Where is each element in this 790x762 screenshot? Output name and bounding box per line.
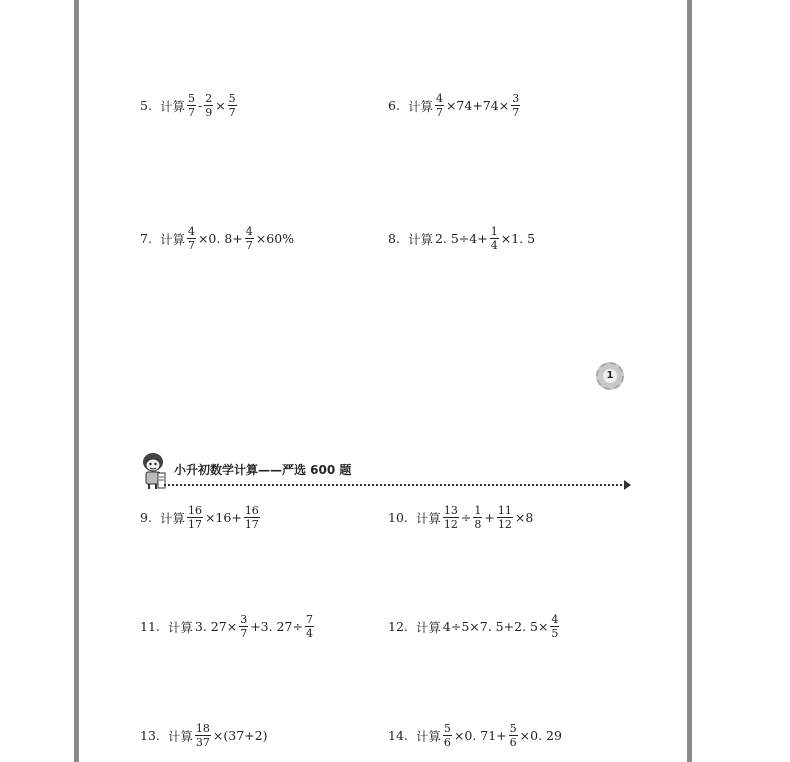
numerator: 4 xyxy=(435,92,443,105)
fraction xyxy=(497,504,513,531)
expression-text: ×8 xyxy=(514,510,534,525)
fraction xyxy=(435,92,444,119)
denominator: 7 xyxy=(245,239,253,252)
expression-text: ×0. 8+ xyxy=(197,231,243,246)
fraction xyxy=(511,92,520,119)
numerator: 3 xyxy=(240,613,248,626)
expression-text: 4÷5×7. 5+2. 5× xyxy=(442,619,549,634)
denominator: 7 xyxy=(512,106,520,119)
problem-6 xyxy=(388,92,521,119)
fraction xyxy=(239,613,248,640)
numerator: 13 xyxy=(443,504,458,517)
problem-number: 9. xyxy=(140,510,152,525)
denominator: 9 xyxy=(205,106,213,119)
expression-text: × xyxy=(215,98,226,113)
fraction xyxy=(443,504,459,531)
problem-8 xyxy=(388,225,536,252)
page-number: 1 xyxy=(603,369,617,383)
expression-text: + xyxy=(484,510,495,525)
expression-text: ×1. 5 xyxy=(500,231,536,246)
book-title: 小升初数学计算——严选 600 题 xyxy=(174,463,352,477)
denominator: 7 xyxy=(187,106,195,119)
fraction xyxy=(443,722,452,749)
problem-number: 11. xyxy=(140,619,160,634)
expression-text: ×16+ xyxy=(204,510,242,525)
fraction xyxy=(187,225,196,252)
calc-label: 计算 xyxy=(407,231,433,247)
denominator: 12 xyxy=(497,518,512,531)
expression-text: +3. 27÷ xyxy=(250,619,303,634)
problem-12 xyxy=(388,613,560,640)
denominator: 4 xyxy=(305,627,313,640)
expression-text: 2. 5÷4+ xyxy=(434,231,488,246)
fraction xyxy=(187,504,203,531)
fraction xyxy=(490,225,499,252)
numerator: 16 xyxy=(187,504,202,517)
problem-number: 14. xyxy=(388,728,408,743)
problem-5 xyxy=(140,92,238,119)
calc-label: 计算 xyxy=(159,231,185,247)
expression-text: ×0. 71+ xyxy=(453,728,507,743)
denominator: 7 xyxy=(228,106,236,119)
problem-number: 13. xyxy=(140,728,160,743)
denominator: 17 xyxy=(187,518,202,531)
calc-label: 计算 xyxy=(159,510,185,526)
problem-14 xyxy=(388,722,563,749)
numerator: 3 xyxy=(512,92,520,105)
calc-label: 计算 xyxy=(167,619,193,635)
fraction xyxy=(204,92,213,119)
denominator: 37 xyxy=(195,736,210,749)
arrow-icon xyxy=(624,480,631,490)
problem-number: 10. xyxy=(388,510,408,525)
problem-number: 8. xyxy=(388,231,400,246)
calc-label: 计算 xyxy=(407,98,433,114)
calc-label: 计算 xyxy=(415,728,441,744)
numerator: 11 xyxy=(497,504,512,517)
numerator: 2 xyxy=(205,92,213,105)
fraction xyxy=(228,92,237,119)
numerator: 1 xyxy=(490,225,498,238)
expression-text: ×74+74× xyxy=(445,98,510,113)
expression-text: ×60% xyxy=(255,231,295,246)
problem-number: 6. xyxy=(388,98,400,113)
fraction xyxy=(550,613,559,640)
problem-11 xyxy=(140,613,315,640)
problem-number: 5. xyxy=(140,98,152,113)
problem-number: 12. xyxy=(388,619,408,634)
calc-label: 计算 xyxy=(167,728,193,744)
numerator: 4 xyxy=(245,225,253,238)
fraction xyxy=(195,722,211,749)
problem-7 xyxy=(140,225,295,252)
numerator: 4 xyxy=(551,613,559,626)
numerator: 5 xyxy=(228,92,236,105)
denominator: 8 xyxy=(474,518,482,531)
right-page-border xyxy=(687,0,692,762)
denominator: 5 xyxy=(551,627,559,640)
expression-text: - xyxy=(197,98,203,113)
numerator: 18 xyxy=(195,722,210,735)
expression-text: 3. 27× xyxy=(194,619,238,634)
denominator: 17 xyxy=(244,518,259,531)
expression-text: ÷ xyxy=(460,510,472,525)
denominator: 4 xyxy=(490,239,498,252)
calc-label: 计算 xyxy=(415,619,441,635)
numerator: 1 xyxy=(474,504,482,517)
calc-label: 计算 xyxy=(159,98,185,114)
expression-text: ×(37+2) xyxy=(212,728,268,743)
page-number-badge xyxy=(596,362,624,390)
fraction xyxy=(245,225,254,252)
numerator: 7 xyxy=(305,613,313,626)
fraction xyxy=(473,504,482,531)
dotted-divider xyxy=(164,484,626,486)
section-header xyxy=(140,451,630,491)
problem-13 xyxy=(140,722,268,749)
denominator: 6 xyxy=(443,736,451,749)
denominator: 6 xyxy=(509,736,517,749)
expression-text: ×0. 29 xyxy=(519,728,562,743)
denominator: 12 xyxy=(443,518,458,531)
problem-10 xyxy=(388,504,534,531)
denominator: 7 xyxy=(187,239,195,252)
problem-9 xyxy=(140,504,261,531)
fraction xyxy=(244,504,260,531)
problem-number: 7. xyxy=(140,231,152,246)
fraction xyxy=(187,92,196,119)
fraction xyxy=(305,613,314,640)
numerator: 5 xyxy=(509,722,517,735)
left-page-border xyxy=(74,0,79,762)
denominator: 7 xyxy=(435,106,443,119)
denominator: 7 xyxy=(240,627,248,640)
calc-label: 计算 xyxy=(415,510,441,526)
numerator: 16 xyxy=(244,504,259,517)
fraction xyxy=(509,722,518,749)
numerator: 5 xyxy=(443,722,451,735)
numerator: 4 xyxy=(187,225,195,238)
numerator: 5 xyxy=(187,92,195,105)
